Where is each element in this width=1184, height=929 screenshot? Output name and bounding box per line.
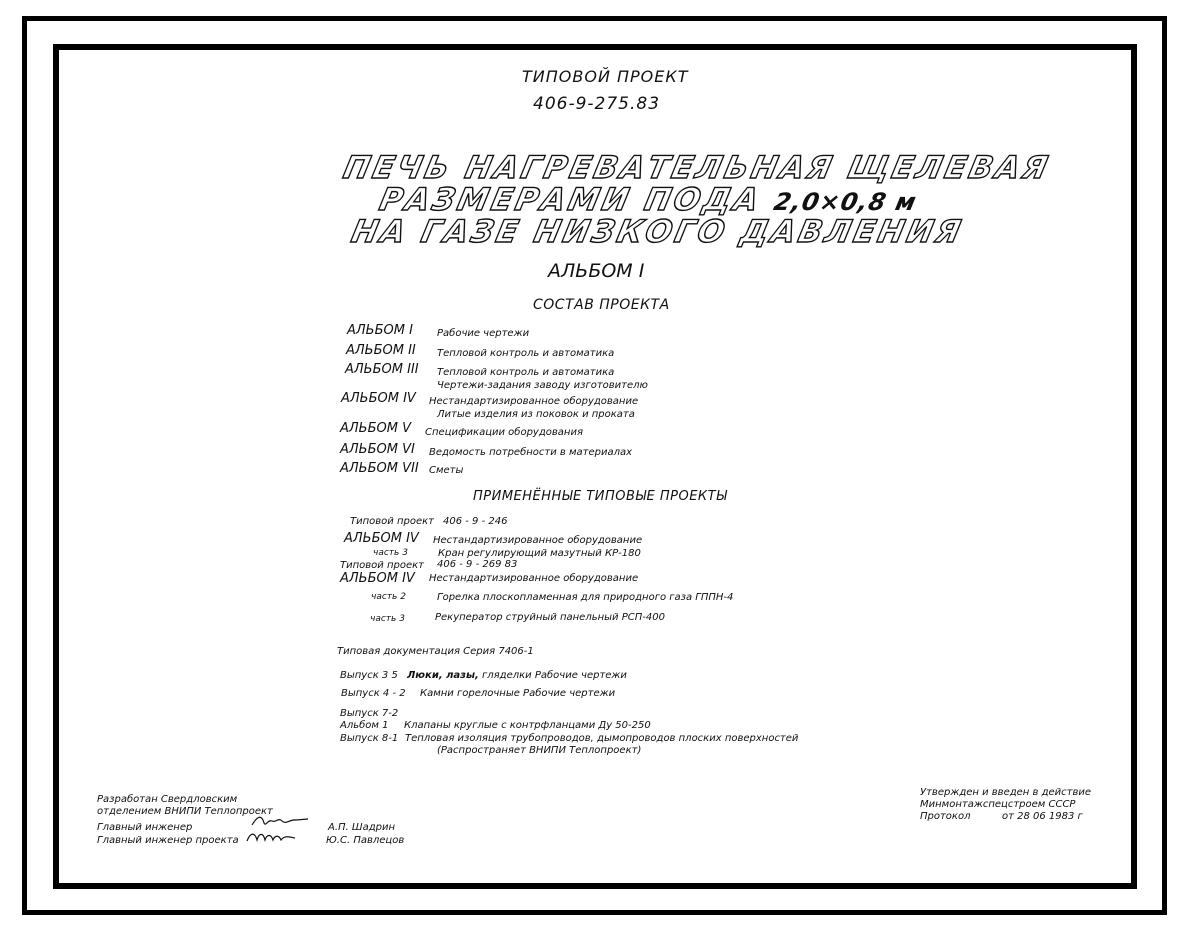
- approved-line1: Утвержден и введен в действие: [920, 787, 1092, 798]
- part2-label: часть 2: [371, 592, 406, 602]
- comp-item-label: АЛЬБОМ I: [347, 323, 413, 338]
- v35-desc-bold: Люки, лазы,: [407, 670, 479, 681]
- title-line1: ПЕЧЬ НАГРЕВАТЕЛЬНАЯ ЩЕЛЕВАЯ: [340, 150, 1054, 186]
- developed-line1: Разработан Свердловским: [97, 794, 238, 805]
- comp-item-desc2: Чертежи-задания заводу изготовителю: [437, 380, 648, 391]
- typproj2-label: Типовой проект: [340, 560, 424, 571]
- comp-item-desc: Тепловой контроль и автоматика: [437, 367, 615, 378]
- title-line2-text: РАЗМЕРАМИ ПОДА: [376, 182, 765, 218]
- alb1-desc: Клапаны круглые с контрфланцами Ду 50-250: [404, 720, 651, 731]
- chief-proj-name: Ю.С. Павлецов: [326, 835, 405, 846]
- docs-heading: Типовая документация Серия 7406-1: [337, 646, 534, 657]
- v35-label: Выпуск 3 5: [340, 670, 398, 681]
- protocol-label: Протокол: [920, 811, 971, 822]
- album4a-label: АЛЬБОМ IV: [344, 531, 419, 546]
- v81-desc: Тепловая изоляция трубопроводов, дымопроводов плоских поверхностей: [405, 733, 799, 744]
- typproj1-num: 406 - 9 - 246: [443, 516, 508, 527]
- applied-heading: ПРИМЕНЁННЫЕ ТИПОВЫЕ ПРОЕКТЫ: [473, 489, 728, 504]
- protocol-value: от 28 06 1983 г: [1002, 811, 1083, 822]
- comp-item-desc: Нестандартизированное оборудование: [429, 396, 639, 407]
- project-number: 406-9-275.83: [533, 94, 661, 114]
- v35-desc: [407, 670, 627, 681]
- comp-item-desc: Рабочие чертежи: [437, 328, 530, 339]
- comp-item-label: АЛЬБОМ IV: [341, 391, 416, 406]
- part3a-label: часть 3: [373, 548, 408, 558]
- title-dims: 2,0×0,8 м: [771, 188, 920, 216]
- comp-item-label: АЛЬБОМ VI: [340, 442, 415, 457]
- comp-item-desc: Ведомость потребности в материалах: [429, 447, 633, 458]
- comp-item-label: АЛЬБОМ II: [346, 343, 416, 358]
- part3a-desc: Кран регулирующий мазутный КР-180: [438, 548, 641, 559]
- title-line2: [376, 182, 921, 218]
- part3b-desc: Рекуператор струйный панельный РСП-400: [435, 612, 665, 623]
- developed-line2: отделением ВНИПИ Теплопроект: [97, 806, 273, 817]
- v81-label: Выпуск 8-1: [340, 733, 399, 744]
- comp-item-desc: Тепловой контроль и автоматика: [437, 348, 615, 359]
- comp-item-desc2: Литые изделия из поковок и проката: [437, 409, 635, 420]
- album-heading: АЛЬБОМ I: [548, 260, 645, 282]
- typproj2-num: 406 - 9 - 269 83: [437, 559, 518, 570]
- v81-note: (Распространяет ВНИПИ Теплопроект): [437, 745, 642, 756]
- composition-heading: СОСТАВ ПРОЕКТА: [533, 297, 670, 313]
- comp-item-label: АЛЬБОМ VII: [340, 461, 419, 476]
- album4b-desc: Нестандартизированное оборудование: [429, 573, 639, 584]
- v72-label: Выпуск 7-2: [340, 708, 399, 719]
- v42-label: Выпуск 4 - 2: [341, 688, 406, 699]
- header-line1: ТИПОВОЙ ПРОЕКТ: [522, 67, 689, 86]
- approved-line2: Минмонтажспецстроем СССР: [920, 799, 1076, 810]
- typproj1-label: Типовой проект: [350, 516, 434, 527]
- v42-desc: Камни горелочные Рабочие чертежи: [420, 688, 616, 699]
- chief-eng-name: А.П. Шадрин: [328, 822, 396, 833]
- comp-item-desc: Спецификации оборудования: [425, 427, 583, 438]
- part2-desc: Горелка плоскопламенная для природного газа ГППН-4: [437, 592, 734, 603]
- comp-item-desc: Сметы: [429, 465, 464, 476]
- chief-proj-label: Главный инженер проекта: [97, 835, 239, 846]
- part3b-label: часть 3: [370, 614, 405, 624]
- album4a-desc: Нестандартизированное оборудование: [433, 535, 643, 546]
- title-line3: НА ГАЗЕ НИЗКОГО ДАВЛЕНИЯ: [348, 214, 967, 250]
- alb1-label: Альбом 1: [340, 720, 389, 731]
- comp-item-label: АЛЬБОМ III: [345, 362, 419, 377]
- chief-eng-label: Главный инженер: [97, 822, 193, 833]
- signature-1: [250, 813, 310, 829]
- album4b-label: АЛЬБОМ IV: [340, 571, 415, 586]
- v35-desc-rest: гляделки Рабочие чертежи: [482, 670, 627, 681]
- comp-item-label: АЛЬБОМ V: [340, 421, 411, 436]
- signature-2: [245, 829, 297, 845]
